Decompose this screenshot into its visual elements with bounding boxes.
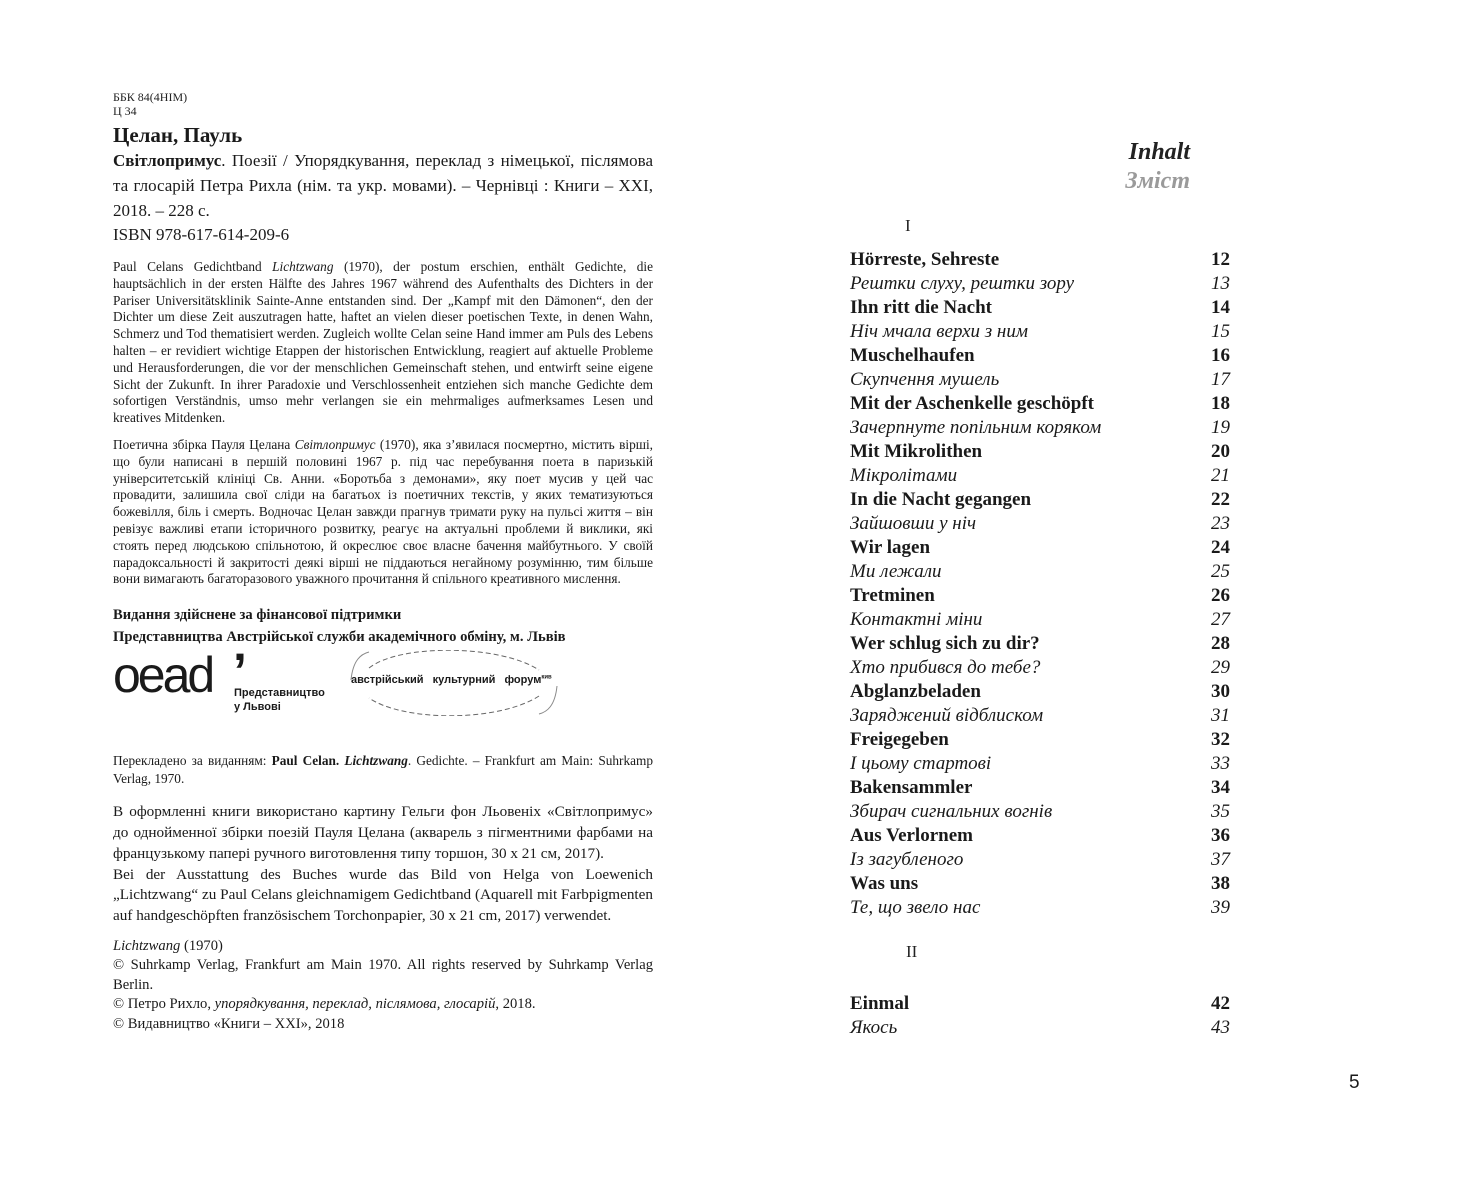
section-heading-1: I (905, 216, 911, 235)
toc-entry-page: 26 (1211, 585, 1230, 606)
toc-title-ukrainian: Зміст (1125, 168, 1190, 194)
book-details: . Поезії / Упорядкування, переклад з німецької, післямова та глосарій Петра Рихла (нім. та укр. мовами). – Чернівці : Книги – XXI, 2018. – 228 с. (113, 151, 653, 220)
cover-design-uk: В оформленні книги використано картину Гельги фон Льовеніх «Світлопримус» до однойменної збірки поезій Пауля Целана (акварель з пігментними фарбами на французькому папері ручного виготовлення типу торшон, 30 x 21 см, 2017). (113, 803, 653, 862)
toc-entry-page: 16 (1211, 345, 1230, 366)
toc-entry (850, 440, 1230, 464)
section-heading-2: II (906, 942, 918, 961)
source-edition-note (113, 752, 653, 788)
toc-entry-title: І цьому стартові (850, 753, 992, 774)
toc-entry-title: Збирач сигнальних вогнів (850, 801, 1053, 822)
copyright-block (113, 937, 653, 1034)
toc-entry (850, 992, 1230, 1016)
toc-entry-title: Те, що звело нас (850, 897, 981, 918)
toc-entry-title: Freigegeben (850, 729, 949, 750)
toc-entry-page: 18 (1211, 393, 1230, 414)
toc-entry-page: 36 (1211, 825, 1230, 846)
toc-entry-page: 32 (1211, 729, 1230, 750)
toc-entry (850, 536, 1230, 560)
copyright-edition: © Видавництво «Книги – XXI», 2018 (113, 1015, 345, 1032)
toc-entry-page: 31 (1211, 705, 1230, 726)
toc-entry-title: Mit der Aschenkelle geschöpft (850, 393, 1094, 414)
abstract-uk-rest: (1970), яка з’явилася посмертно, містить вірші, що були написані в першій половині 1967 р. під час перебування поета в паризькій університетській клініці Св. Анни. «Боротьба з демонами», яку поет мусив у цей час провадити, залишила свої сліди на багатьох із поетичних текстів, у яких тематизуються божевілля, біль і смерть. Водночас Целан завжди прагнув тримати руку на пульсі життя – він ревізує важливі етапи історичного розвитку, реагує на актуальні проблеми й виклики, які стоять перед людською спільнотою, й окреслює своє власне бачення майбутнього. У своїй парадоксальності й закритості деякі вірші не піддаються негайному розумінню, тим більше вони вимагають багаторазового уважного прочитання й спільного креативного мислення. (113, 436, 653, 587)
abstract-ukrainian (113, 437, 653, 588)
toc-entry (850, 1016, 1230, 1040)
toc-entry-title: Мікролітами (850, 465, 958, 486)
toc-entry (850, 632, 1230, 656)
toc-entry-title: Mit Mikrolithen (850, 441, 983, 462)
toc-entry-page: 19 (1211, 417, 1230, 438)
toc-entry (850, 776, 1230, 800)
translator-year: , 2018. (495, 996, 536, 1013)
toc-entry-title: Скупчення мушель (850, 369, 1000, 390)
toc-entry (850, 392, 1230, 416)
abstract-de-title: Lichtzwang (272, 259, 334, 274)
toc-entry-title: In die Nacht gegangen (850, 489, 1032, 510)
toc-entry (850, 272, 1230, 296)
toc-entry (850, 800, 1230, 824)
toc-entry-title: Ніч мчала верхи з ним (850, 321, 1028, 342)
toc-entry (850, 512, 1230, 536)
oead-logo-subtitle (234, 686, 325, 714)
author-code: Ц 34 (113, 104, 137, 118)
toc-entry (850, 416, 1230, 440)
toc-entry (850, 320, 1230, 344)
toc-entry-page: 21 (1211, 465, 1230, 486)
cover-design-note (113, 802, 653, 927)
toc-entry-page: 28 (1211, 633, 1230, 654)
toc-entry (850, 608, 1230, 632)
oead-logo: oead (113, 647, 213, 704)
copyright-translator (113, 995, 653, 1014)
abstract-uk-title: Світлопримус (294, 436, 376, 452)
toc-entry-page: 22 (1211, 489, 1230, 510)
bbk-code: ББК 84(4НІМ) (113, 90, 188, 104)
toc-entry-title: Зачерпнуте попільним коряком (850, 417, 1102, 438)
toc-entry-title: Bakensammler (850, 777, 973, 798)
toc-list-section-2 (850, 992, 1230, 1040)
toc-entry-page: 33 (1211, 753, 1230, 774)
austrian-cultural-forum-logo (349, 650, 559, 716)
toc-entry (850, 752, 1230, 776)
source-rest: . Gedichte. – Frankfurt am Main: Suhrkamp Verlag, 1970. (113, 753, 653, 787)
toc-entry-page: 42 (1211, 993, 1230, 1014)
abstract-de-rest: (1970), der postum erschien, enthält Gedichte, die hauptsächlich in der ersten Hälfte des Jahres 1967 während des Aufenthalts des Dichters in der Pariser Universitätsklinik Sainte-Anne entstanden sind. Der „Kampf mit den Dämonen“, den der Dichter um diese Zeit auszutragen hatte, haftet an vielen dieser poetischen Texte, in denen Wahn, Schmerz und Tod thematisiert werden. Zugleich wollte Celan seine Hand immer am Puls des Lebens halten – er revidiert wichtige Etappen der historischen Entwicklung, reagiert auf aktuelle Probleme und Herausforderungen, die vor der menschlichen Gemeinschaft stehen, und entwirft seine eigene Sicht der Zukunft. In ihrer Paradoxie und Verschlossenheit entziehen sich manche Gedichte dem sofortigen Verständnis, umso mehr verlangen sie ein mehrmaliges aufmerksames Lesen und kreatives Mitdenken. (113, 259, 653, 426)
page-number: 5 (1349, 1072, 1360, 1093)
toc-entry-title: Якось (850, 1017, 898, 1038)
author-name: Целан, Пауль (113, 123, 243, 147)
toc-entry-page: 38 (1211, 873, 1230, 894)
toc-entry (850, 704, 1230, 728)
sponsor-logos (113, 643, 653, 734)
toc-entry-title: Хто прибився до тебе? (850, 657, 1041, 678)
copyright-title (113, 937, 653, 956)
forum-sup: кив (541, 674, 552, 681)
toc-title-german: Inhalt (1128, 139, 1190, 165)
toc-entry-page: 23 (1211, 513, 1230, 534)
toc-entry-title: Заряджений відблиском (850, 705, 1044, 726)
toc-entry (850, 344, 1230, 368)
copyright-original-title: Lichtzwang (113, 937, 181, 954)
toc-entry-page: 30 (1211, 681, 1230, 702)
toc-entry (850, 824, 1230, 848)
toc-entry-title: Зайшовши у ніч (850, 513, 977, 534)
translator-roles: упорядкування, переклад, післямова, глосарій (214, 996, 496, 1013)
toc-entry-page: 13 (1211, 273, 1230, 294)
oead-subtitle-line-2: у Львові (234, 701, 281, 714)
toc-entry-page: 39 (1211, 897, 1230, 918)
imprint-page (113, 90, 653, 1034)
abstract-german (113, 259, 653, 427)
toc-entry-page: 15 (1211, 321, 1230, 342)
toc-entry-page: 12 (1211, 249, 1230, 270)
toc-entry-title: Aus Verlornem (850, 825, 973, 846)
bibliographic-description (113, 148, 653, 223)
toc-heading (1125, 138, 1190, 196)
abstract-de-start: Paul Celans Gedichtband (113, 259, 273, 274)
toc-entry (850, 368, 1230, 392)
toc-entry-page: 24 (1211, 537, 1230, 558)
oead-logo-mark: ’ (233, 643, 247, 700)
toc-entry (850, 296, 1230, 320)
toc-entry-page: 29 (1211, 657, 1230, 678)
toc-entry-title: Was uns (850, 873, 919, 894)
toc-entry (850, 896, 1230, 920)
abstract-uk-start: Поетична збірка Пауля Целана (113, 436, 295, 452)
toc-entry-page: 43 (1211, 1017, 1230, 1038)
toc-entry-title: Abglanzbeladen (850, 681, 981, 702)
source-prefix: Перекладено за виданням: (113, 753, 272, 769)
oead-subtitle-line-1: Представництво (234, 687, 325, 700)
toc-entry (850, 464, 1230, 488)
toc-list-section-1 (850, 248, 1230, 920)
book-title: Світлопримус (113, 151, 222, 170)
source-title: Lichtzwang (344, 753, 408, 769)
toc-entry (850, 584, 1230, 608)
toc-entry-title: Muschelhaufen (850, 345, 975, 366)
toc-entry (850, 248, 1230, 272)
toc-entry (850, 656, 1230, 680)
source-author: Paul Celan. (271, 753, 345, 769)
copyright-publisher: © Suhrkamp Verlag, Frankfurt am Main 1970. All rights reserved by Suhrkamp Verlag Berlin. (113, 957, 653, 993)
toc-entry-title: Wir lagen (850, 537, 931, 558)
toc-entry (850, 728, 1230, 752)
toc-entry (850, 848, 1230, 872)
toc-entry (850, 680, 1230, 704)
toc-entry (850, 872, 1230, 896)
toc-entry-page: 27 (1211, 609, 1230, 630)
toc-entry-page: 20 (1211, 441, 1230, 462)
toc-entry-title: Hörreste, Sehreste (850, 249, 1000, 270)
toc-entry-page: 37 (1211, 849, 1230, 870)
funding-line-1: Видання здійснене за фінансової підтримки (113, 607, 402, 624)
isbn: ISBN 978-617-614-209-6 (113, 225, 290, 244)
toc-entry-page: 25 (1211, 561, 1230, 582)
translator-name: © Петро Рихло, (113, 996, 215, 1013)
copyright-original-year: (1970) (180, 937, 223, 954)
forum-name: австрійський культурний форум (351, 674, 542, 687)
toc-entry-page: 34 (1211, 777, 1230, 798)
toc-entry-title: Tretminen (850, 585, 935, 606)
forum-logo-text (351, 674, 561, 686)
toc-entry-title: Рештки слуху, рештки зору (850, 273, 1075, 294)
funding-line-2: Представництва Австрійської служби академічного обміну, м. Львів (113, 629, 566, 646)
toc-entry-title: Ми лежали (850, 561, 942, 582)
cover-design-de: Bei der Ausstattung des Buches wurde das Bild von Helga von Loewenich „Lichtzwang“ zu Paul Celans gleichnamigem Gedichtband (Aquarell mit Farbpigmenten auf handgeschöpften französischem Torchonpapier, 30 x 21 cm, 2017) verwendet. (113, 865, 653, 925)
toc-entry-title: Einmal (850, 993, 910, 1014)
toc-entry-page: 14 (1211, 297, 1230, 318)
toc-entry-title: Wer schlug sich zu dir? (850, 633, 1040, 654)
funding-note (113, 604, 653, 648)
toc-entry (850, 560, 1230, 584)
toc-entry-page: 17 (1211, 369, 1230, 390)
toc-entry-title: Із загубленого (850, 849, 964, 870)
toc-entry-title: Контактні міни (850, 609, 983, 630)
toc-entry (850, 488, 1230, 512)
toc-entry-title: Ihn ritt die Nacht (850, 297, 992, 318)
toc-entry-page: 35 (1211, 801, 1230, 822)
